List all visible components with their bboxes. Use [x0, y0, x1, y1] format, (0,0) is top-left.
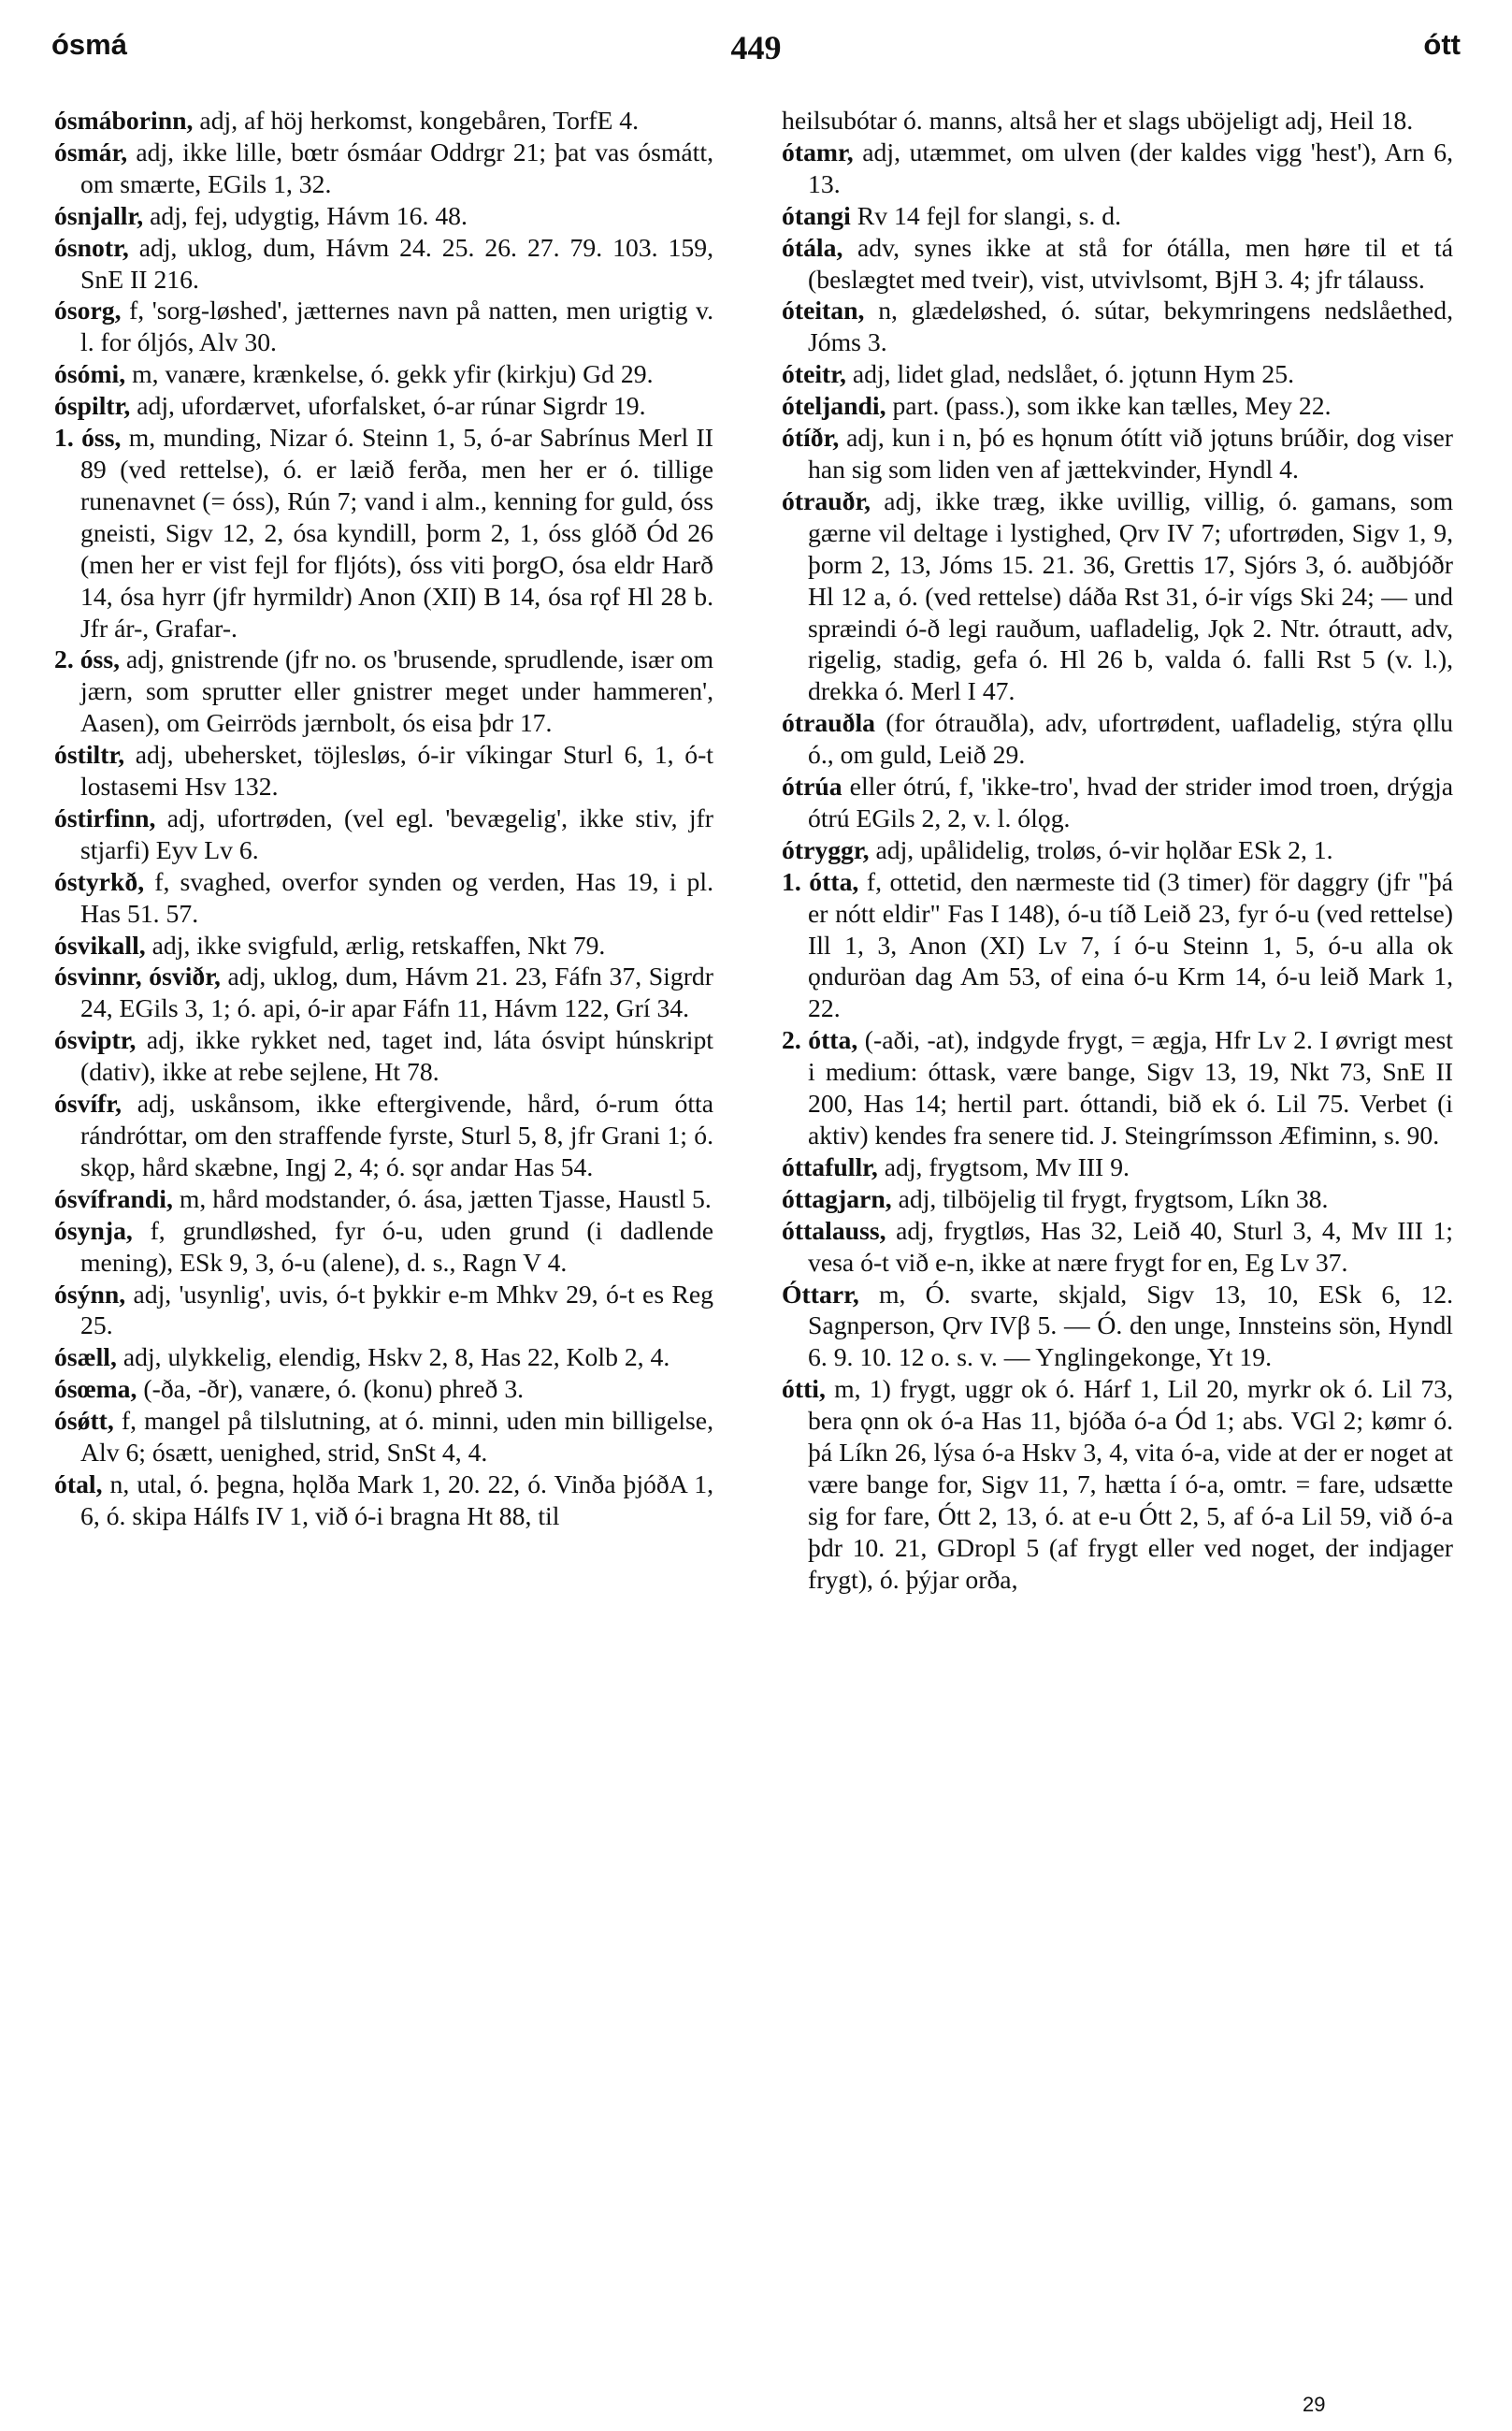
dictionary-entry	[782, 1183, 1453, 1215]
dictionary-entry	[54, 866, 713, 930]
entry-headword: óttalauss,	[782, 1215, 886, 1245]
entry-definition: adj, lidet glad, nedslået, ó. jǫtunn Hym 25.	[845, 359, 1295, 389]
entry-definition: adj, af höj herkomst, kongebåren, TorfE 4.	[193, 106, 640, 135]
entry-definition: adj, kun i n, þó es hǫnum ótítt við jǫtuns brúðir, dog viser han sig som liden ven af jættekvinder, Hyndl 4.	[808, 423, 1453, 484]
entry-definition: adj, uskånsom, ikke eftergivende, hård, ó-rum ótta rándróttar, om den straffende fyrste, Sturl 5, 8, jfr Grani 1; ó. skǫp, hård skæbne, Ingj 2, 4; ó. sǫr andar Has 54.	[80, 1089, 713, 1181]
dictionary-entry	[782, 485, 1453, 707]
entry-headword: óspiltr,	[54, 391, 131, 421]
entry-definition: adj, ulykkelig, elendig, Hskv 2, 8, Has 22, Kolb 2, 4.	[116, 1342, 670, 1372]
entry-headword: 2. óss,	[54, 644, 121, 674]
entry-headword: óteitan,	[782, 296, 865, 326]
right-column	[782, 105, 1453, 1596]
entry-headword: 2. ótta,	[782, 1025, 858, 1055]
entry-headword: ótal,	[54, 1469, 103, 1498]
entry-definition: m, munding, Nizar ó. Steinn 1, 5, ó-ar Sabrínus Merl II 89 (ved rettelse), ó. er læið ferða, men her er ó. tillige runenavnet (= óss), Rún 7; vand i alm., kenning for guld, óss gneisti, Sigv 12, 2, ósa kyndill, þorm 2, 1, óss glóð Ód 26 (men her er vist fejl for fljóts), óss viti þorgO, ósa eldr Harð 14, ósa hyrr (jfr hyrmildr) Anon (XII) B 14, ósa rǫf Hl 28 b. Jfr ár-, Grafar-.	[80, 423, 713, 643]
entry-definition: adj, ikke lille, bœtr ósmáar Oddrgr 21; þat vas ósmátt, om smærte, EGils 1, 32.	[80, 137, 713, 198]
dictionary-entry	[782, 358, 1453, 390]
left-column	[54, 105, 713, 1532]
entry-definition: (-aði, -at), indgyde frygt, = ægja, Hfr Lv 2. I øvrigt mest i medium: óttask, være bange, Sigv 13, 19, Nkt 73, SnE II 200, Has 14; hertil part. óttandi, bið ek ó. Lil 75. Verbet (i aktiv) kendes fra senere tid. J. Steingrímsson Æfiminn, s. 90.	[808, 1025, 1453, 1150]
entry-definition: Rv 14 fejl for slangi, s. d.	[850, 200, 1121, 230]
header-last-word: ótt	[1423, 28, 1461, 61]
dictionary-entry	[54, 295, 713, 358]
dictionary-entry	[54, 200, 713, 232]
entry-headword: ótamr,	[782, 137, 854, 166]
entry-headword: ótrauðr,	[782, 485, 871, 515]
dictionary-entry	[54, 1183, 713, 1215]
dictionary-entry	[782, 200, 1453, 232]
entry-headword: ósœma,	[54, 1374, 137, 1404]
dictionary-entry	[54, 961, 713, 1024]
entry-definition: adj, uklog, dum, Hávm 21. 23, Fáfn 37, Sigrdr 24, EGils 3, 1; ó. api, ó-ir apar Fáfn 11, Hávm 122, Grí 34.	[80, 962, 713, 1023]
entry-headword: ósǿtt,	[54, 1406, 114, 1436]
entry-headword: ósnotr,	[54, 232, 129, 262]
dictionary-entry	[54, 739, 713, 803]
dictionary-entry	[782, 232, 1453, 296]
dictionary-entry	[54, 137, 713, 200]
entry-definition: adj, ufordærvet, uforfalsket, ó-ar rúnar Sigrdr 19.	[130, 391, 646, 421]
dictionary-entry	[54, 232, 713, 296]
entry-definition: heilsubótar ó. manns, altså her et slags uböjeligt adj, Heil 18.	[782, 106, 1414, 135]
entry-headword: ótti,	[782, 1374, 826, 1404]
entry-headword: Óttarr,	[782, 1279, 859, 1309]
dictionary-entry	[54, 390, 713, 422]
entry-definition: adj, frygtsom, Mv III 9.	[877, 1151, 1130, 1181]
entry-definition: adj, ufortrøden, (vel egl. 'bevægelig', ikke stiv, jfr stjarfi) Eyv Lv 6.	[80, 803, 713, 864]
entry-headword: ósnjallr,	[54, 200, 144, 230]
entry-headword: ósorg,	[54, 296, 122, 326]
dictionary-entry	[54, 803, 713, 866]
entry-headword: óttafullr,	[782, 1151, 878, 1181]
entry-headword: ósviptr,	[54, 1025, 137, 1055]
entry-definition: m, 1) frygt, uggr ok ó. Hárf 1, Lil 20, myrkr ok ó. Lil 73, bera ǫnn ok ó-a Has 11, bjóða ó-a Ód 1; abs. VGl 2; kømr ó. þá Líkn 26, lýsa ó-a Hskv 3, 4, vita ó-a, vide at der er noget at være bange for, Sigv 11, 7, hætta í ó-a, omtr. = fare, udsætte sig for fare, Ótt 2, 13, ó. at e-u Ótt 2, 5, af ó-a Lil 59, við ó-a þdr 10. 21, GDropl 5 (af frygt eller ved noget, der indjager frygt), ó. þýjar orða,	[808, 1374, 1453, 1594]
entry-headword: ótála,	[782, 232, 843, 262]
dictionary-entry	[782, 105, 1453, 137]
entry-headword: ósvikall,	[54, 930, 146, 960]
entry-headword: ósmáborinn,	[54, 106, 194, 135]
dictionary-entry	[782, 1373, 1453, 1595]
entry-definition: adj, utæmmet, om ulven (der kaldes vigg 'hest'), Arn 6, 13.	[808, 137, 1453, 198]
dictionary-entry	[54, 422, 713, 644]
entry-definition: adj, gnistrende (jfr no. os 'brusende, sprudlende, især om jærn, som sprutter eller gnistrer meget under hammeren', Aasen), om Geirröds jærnbolt, ós eisa þdr 17.	[80, 644, 713, 738]
entry-headword: ótryggr,	[782, 834, 870, 864]
dictionary-entry	[54, 644, 713, 739]
entry-headword: óstirfinn,	[54, 803, 156, 832]
entry-definition: part. (pass.), som ikke kan tælles, Mey 22.	[886, 391, 1332, 421]
dictionary-entry	[782, 1151, 1453, 1183]
entry-headword: ósynja,	[54, 1215, 133, 1245]
dictionary-entry	[54, 358, 713, 390]
dictionary-entry	[54, 930, 713, 962]
entry-definition: (for ótrauðla), adv, ufortrødent, uafladelig, stýra ǫllu ó., om guld, Leið 29.	[808, 708, 1453, 770]
entry-headword: 1. óss,	[54, 423, 122, 453]
entry-headword: ósómi,	[54, 359, 126, 389]
entry-headword: ótrúa	[782, 772, 842, 802]
entry-definition: adj, 'usynlig', uvis, ó-t þykkir e-m Mhkv 29, ó-t es Rеg 25.	[80, 1279, 713, 1340]
entry-headword: ósvífr,	[54, 1089, 122, 1119]
entry-definition: adj, fej, udygtig, Hávm 16. 48.	[143, 200, 468, 230]
dictionary-entry	[54, 1405, 713, 1469]
entry-definition: adj, uklog, dum, Hávm 24. 25. 26. 27. 79. 103. 159, SnE II 216.	[80, 232, 713, 294]
page-number: 449	[730, 29, 782, 66]
entry-definition: adj, ikke træg, ikke uvillig, villig, ó. gamans, som gærne vil deltage i lystighed, Ǫrv IV 7; ufortrøden, Sigv 1, 9, þorm 2, 13, Jóms 15. 21. 36, Grettis 17, Sjórs 3, ó. auðbjóðr Hl 12 a, ó. (ved rettelse) dáða Rst 31, ó-ir vígs Ski 24; — und spræindi ó-ð legi rauðum, uafladelig, Jǫk 2. Ntr. ótrautt, adv, rigelig, stadig, gefa ó. Hl 26 b, valda ó. falli Rst 5 (v. l.), drekka ó. Merl I 47.	[808, 485, 1453, 706]
entry-definition: adj, ubehersket, töjlesløs, ó-ir víkingar Sturl 6, 1, ó-t lostasemi Hsv 132.	[80, 740, 713, 802]
entry-headword: ósmár,	[54, 137, 128, 166]
entry-definition: adj, frygtløs, Has 32, Leið 40, Sturl 3, 4, Mv III 1; vesa ó-t við e-n, ikke at nære frygt for en, Eg Lv 37.	[808, 1215, 1453, 1277]
entry-definition: adv, synes ikke at stå for ótálla, men høre til et tá (beslægtet med tveir), vist, utvivlsomt, BjH 3. 4; jfr tálauss.	[808, 232, 1453, 294]
entry-headword: óstiltr,	[54, 740, 125, 770]
dictionary-entry	[782, 1024, 1453, 1151]
dictionary-entry	[54, 1341, 713, 1373]
dictionary-entry	[54, 1279, 713, 1342]
entry-definition: adj, ikke rykket ned, taget ind, láta ósvipt húnskript (dativ), ikke at rebe sejlene, Ht 78.	[80, 1025, 713, 1087]
entry-headword: ótangi	[782, 200, 851, 230]
dictionary-entry	[782, 390, 1453, 422]
entry-headword: ótrauðla	[782, 708, 875, 738]
entry-definition: m, hård modstander, ó. ása, jætten Tjasse, Haustl 5.	[172, 1183, 712, 1213]
entry-headword: ósvinnr, ósviðr,	[54, 962, 221, 991]
dictionary-entry	[54, 1373, 713, 1405]
entry-headword: óteitr,	[782, 359, 846, 389]
entry-headword: ósýnn,	[54, 1279, 126, 1309]
dictionary-entry	[54, 1024, 713, 1088]
entry-headword: ósæll,	[54, 1342, 117, 1372]
entry-definition: f, svaghed, overfor synden og verden, Has 19, i pl. Has 51. 57.	[80, 866, 713, 928]
entry-definition: adj, upålidelig, troløs, ó-vir hǫlðar ESk 2, 1.	[869, 834, 1333, 864]
entry-definition: (-ða, -ðr), vanære, ó. (konu) phreð 3.	[137, 1374, 525, 1404]
dictionary-entry	[782, 1215, 1453, 1279]
entry-headword: óttagjarn,	[782, 1183, 892, 1213]
entry-definition: adj, ikke svigfuld, ærlig, retskaffen, Nkt 79.	[145, 930, 606, 960]
entry-definition: f, ottetid, den nærmeste tid (3 timer) för daggry (jfr "þá er nótt eldir" Fas I 148), ó-u tíð Leið 23, fyr ó-u (ved rettelse) Ill 1, 3, Anon (XI) Lv 7, í ó-u Steinn 1, 5, ó-u alla ok ǫnduröan dag Am 53, of eina ó-u Krm 14, ó-u leið Mark 1, 22.	[808, 866, 1453, 1023]
entry-definition: eller ótrú, f, 'ikke-tro', hvad der strider imod troen, drýgja ótrú EGils 2, 2, v. l. ólǫg.	[808, 772, 1453, 832]
running-header	[51, 28, 1461, 84]
entry-definition: adj, tilböjelig til frygt, frygtsom, Líkn 38.	[891, 1183, 1329, 1213]
dictionary-entry	[782, 422, 1453, 485]
entry-definition: n, utal, ó. þegna, hǫlða Mark 1, 20. 22, ó. Vinða þjóðA 1, 6, ó. skipa Hálfs IV 1, við ó-i bragna Ht 88, til	[80, 1469, 713, 1530]
dictionary-entry	[782, 771, 1453, 834]
dictionary-entry	[782, 707, 1453, 771]
entry-headword: 1. ótta,	[782, 866, 859, 896]
entry-definition: n, glædeløshed, ó. sútar, bekymringens nedslåethed, Jóms 3.	[808, 296, 1453, 357]
dictionary-entry	[54, 1469, 713, 1532]
dictionary-entry	[54, 105, 713, 137]
dictionary-entry	[782, 866, 1453, 1025]
dictionary-entry	[782, 137, 1453, 200]
entry-headword: ósvífrandi,	[54, 1183, 173, 1213]
header-first-word: ósmá	[51, 28, 127, 61]
printer-signature: 29	[1303, 2393, 1326, 2416]
dictionary-entry	[54, 1215, 713, 1279]
entry-definition: f, mangel på tilslutning, at ó. minni, uden min billigelse, Alv 6; ósætt, uenighed, strid, SnSt 4, 4.	[80, 1406, 713, 1468]
dictionary-entry	[782, 834, 1453, 866]
dictionary-entry	[782, 295, 1453, 358]
entry-definition: f, 'sorg-løshed', jætternes navn på natten, men urigtig v. l. for óljós, Alv 30.	[80, 296, 713, 357]
dictionary-entry	[782, 1279, 1453, 1374]
entry-headword: ótíðr,	[782, 423, 840, 453]
entry-headword: óteljandi,	[782, 391, 886, 421]
entry-definition: m, Ó. svarte, skjald, Sigv 13, 10, ESk 6, 12. Sagnperson, Ǫrv IVβ 5. — Ó. den unge, Innsteins sön, Hyndl 6. 9. 10. 12 o. s. v. — Ynglingekonge, Yt 19.	[808, 1279, 1453, 1372]
dictionary-entry	[54, 1088, 713, 1183]
entry-definition: f, grundløshed, fyr ó-u, uden grund (i dadlende mening), ESk 9, 3, ó-u (alene), d. s., Ragn V 4.	[80, 1215, 713, 1277]
entry-definition: m, vanære, krænkelse, ó. gekk yfir (kirkju) Gd 29.	[125, 359, 654, 389]
entry-headword: óstyrkð,	[54, 866, 145, 896]
